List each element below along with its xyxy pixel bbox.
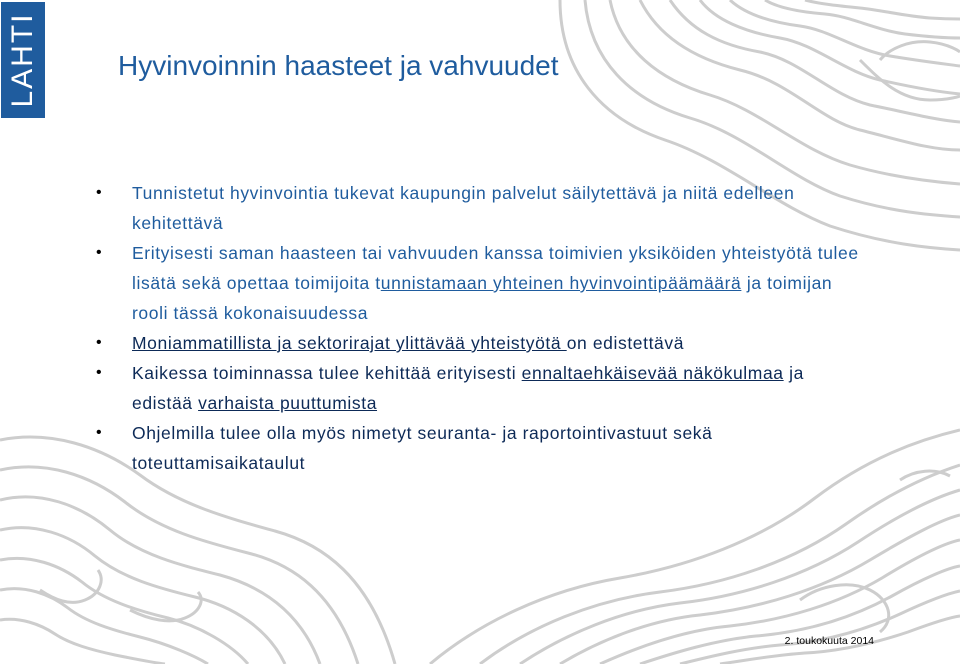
bullet-item <box>96 418 866 478</box>
bullet-text-underlined: ennaltaehkäisevää näkökulmaa <box>521 363 784 383</box>
lahti-logo <box>1 2 45 118</box>
slide-title: Hyvinvoinnin haasteet ja vahvuudet <box>118 50 559 81</box>
bullet-item <box>96 328 866 358</box>
logo-text: LAHTI <box>6 12 39 108</box>
bullet-item <box>96 178 866 238</box>
bullet-item <box>96 358 866 418</box>
footer-date: 2. toukokuuta 2014 <box>784 635 874 647</box>
bullet-text: Ohjelmilla tulee olla myös nimetyt seuranta- ja raportointivastuut sekä toteuttamisaikataulut <box>132 423 713 473</box>
bullet-text: ja edistää <box>132 363 804 413</box>
bullet-text: ja toimijan rooli tässä kokonaisuudessa <box>132 273 833 323</box>
bullet-text-underlined: varhaista puuttumista <box>198 393 378 413</box>
bullet-text-underlined: Moniammatillista ja sektorirajat ylittävää yhteistyötä <box>132 333 567 353</box>
bullet-text: Tunnistetut hyvinvointia tukevat kaupungin palvelut säilytettävä ja niitä edelleen kehitettävä <box>132 183 795 233</box>
bullet-text: Erityisesti saman haasteen tai vahvuuden kanssa toimivien yksiköiden yhteistyötä tulee lisätä sekä opettaa toimijoita t <box>132 243 859 293</box>
bullet-text-underlined: unnistamaan yhteinen hyvinvointipäämäärä <box>380 273 742 293</box>
bullet-list <box>96 178 866 478</box>
bullet-text: on edistettävä <box>566 333 685 353</box>
bullet-item <box>96 238 866 328</box>
bullet-text: Kaikessa toiminnassa tulee kehittää erityisesti <box>132 363 522 383</box>
